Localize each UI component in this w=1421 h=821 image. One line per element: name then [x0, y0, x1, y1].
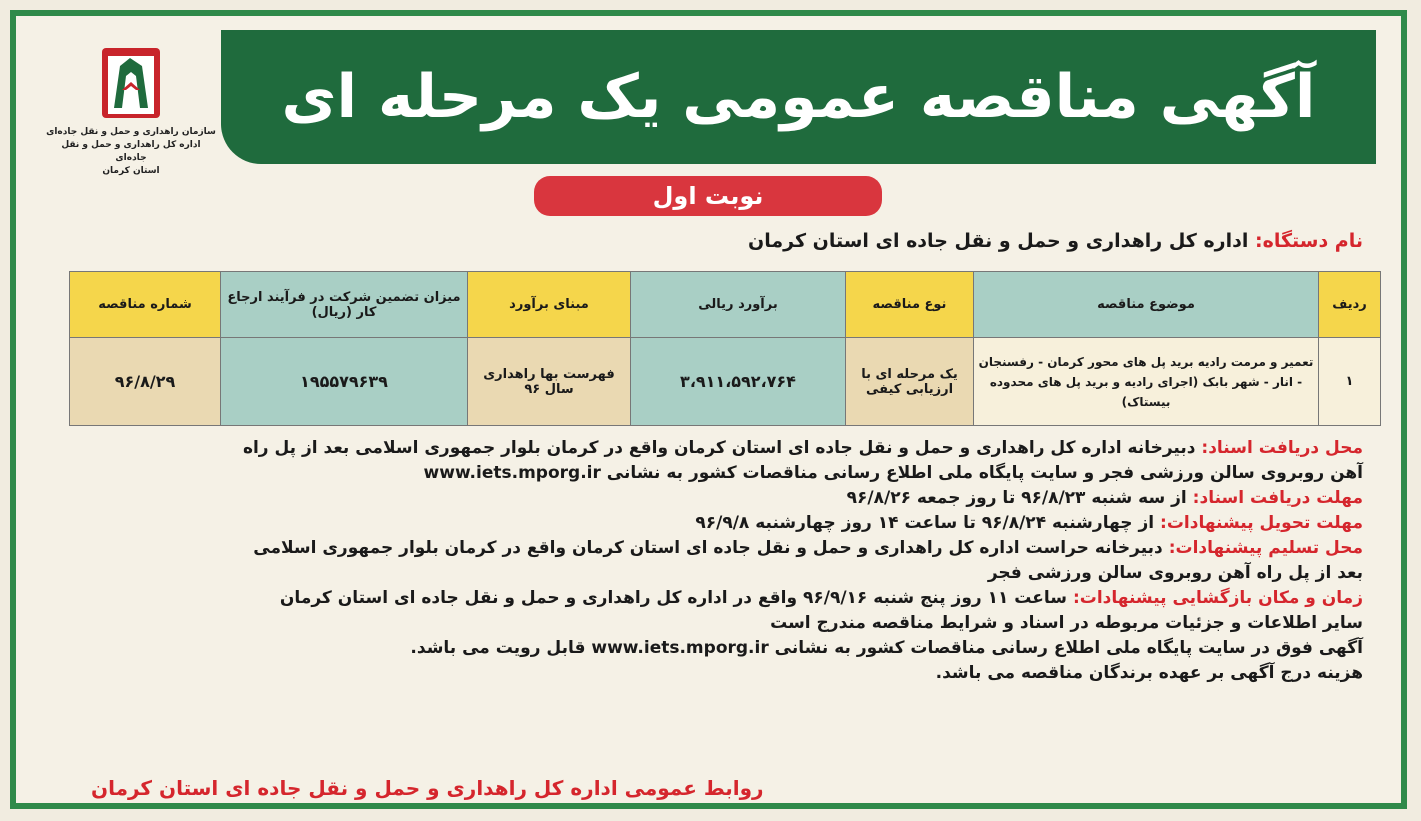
cell-type: یک مرحله ای با ارزیابی کیفی	[846, 338, 974, 426]
doc-deadline-label: مهلت دریافت اسناد:	[1192, 488, 1363, 508]
other-info-line: سایر اطلاعات و جزئیات مربوطه در اسناد و شرایط مناقصه مندرج است	[770, 613, 1363, 633]
notice-details	[23, 436, 1363, 686]
logo-caption-1: سازمان راهداری و حمل و نقل جاده‌ای	[46, 127, 216, 137]
road-agency-logo-icon	[100, 46, 162, 126]
offer-deadline-label: مهلت تحویل پیشنهادات:	[1160, 513, 1363, 533]
organization-label: نام دستگاه:	[1255, 230, 1363, 252]
notice-title: آگهی مناقصه عمومی یک مرحله ای	[281, 62, 1316, 132]
logo-caption-3: استان کرمان	[102, 166, 160, 176]
cell-subject: تعمیر و مرمت رادیه برید پل های محور کرمان - رفسنجان - انار - شهر بابک (اجرای رادیه و برید پل های محدوده بیستاک)	[974, 338, 1319, 426]
doc-place-value: دبیرخانه اداره کل راهداری و حمل و نقل جاده ای استان کرمان واقع در کرمان بلوار جمهوری اسلامی بعد از پل راه	[242, 438, 1196, 458]
cell-basis: فهرست بها راهداری سال ۹۶	[468, 338, 631, 426]
header-type: نوع مناقصه	[846, 272, 974, 338]
title-banner	[221, 30, 1376, 164]
header-row-no: ردیف	[1319, 272, 1381, 338]
header-guarantee: میزان تضمین شرکت در فرآیند ارجاع کار (ریال)	[221, 272, 468, 338]
header-basis: مبنای برآورد	[468, 272, 631, 338]
cell-guarantee: ۱۹۵۵۷۹۶۳۹	[221, 338, 468, 426]
organization-line	[748, 230, 1363, 252]
offer-place-line	[23, 536, 1363, 561]
doc-place-line	[23, 436, 1363, 461]
organization-name: اداره کل راهداری و حمل و نقل جاده ای استان کرمان	[748, 230, 1249, 252]
opening-label: زمان و مکان بازگشایی پیشنهادات:	[1072, 588, 1363, 608]
round-badge: نوبت اول	[534, 176, 882, 216]
offer-deadline-line	[23, 511, 1363, 536]
doc-deadline-value: از سه شنبه ۹۶/۸/۲۳ تا روز جمعه ۹۶/۸/۲۶	[846, 488, 1187, 508]
site-note-line: آگهی فوق در سایت پایگاه ملی اطلاع رسانی مناقصات کشور به نشانی www.iets.mporg.ir قابل رویت می باشد.	[410, 638, 1363, 658]
header-subject: موضوع مناقصه	[974, 272, 1319, 338]
cell-estimate: ۳،۹۱۱،۵۹۲،۷۶۴	[631, 338, 846, 426]
doc-deadline-line	[23, 486, 1363, 511]
cell-number: ۹۶/۸/۲۹	[70, 338, 221, 426]
doc-place-line-2: آهن روبروی سالن ورزشی فجر و سایت پایگاه ملی اطلاع رسانی مناقصات کشور به نشانی www.iets.mporg.ir	[423, 463, 1363, 483]
header-estimate: برآورد ریالی	[631, 272, 846, 338]
offer-deadline-value: از چهارشنبه ۹۶/۸/۲۴ تا ساعت ۱۴ روز چهارشنبه ۹۶/۹/۸	[695, 513, 1155, 533]
table-row	[70, 338, 1381, 426]
table-header-row	[70, 272, 1381, 338]
public-relations-signature: روابط عمومی اداره کل راهداری و حمل و نقل جاده ای استان کرمان	[91, 776, 764, 800]
logo-caption-2: اداره کل راهداری و حمل و نقل جاده‌ای	[61, 140, 201, 163]
opening-line	[23, 586, 1363, 611]
doc-place-label: محل دریافت اسناد:	[1201, 438, 1363, 458]
offer-place-label: محل تسلیم پیشنهادات:	[1168, 538, 1363, 558]
header-number: شماره مناقصه	[70, 272, 221, 338]
offer-place-value: دبیرخانه حراست اداره کل راهداری و حمل و نقل جاده ای استان کرمان واقع در کرمان بلوار جمهوری اسلامی	[253, 538, 1163, 558]
organization-logo	[46, 46, 216, 206]
notice-page	[10, 10, 1407, 809]
opening-value: ساعت ۱۱ روز پنج شنبه ۹۶/۹/۱۶ واقع در اداره کل راهداری و حمل و نقل جاده ای استان کرمان	[279, 588, 1068, 608]
tender-table	[69, 271, 1381, 426]
cell-row-no: ۱	[1319, 338, 1381, 426]
cost-note-line: هزینه درج آگهی بر عهده برندگان مناقصه می باشد.	[935, 663, 1363, 683]
offer-place-line-2: بعد از پل راه آهن روبروی سالن ورزشی فجر	[987, 563, 1363, 583]
